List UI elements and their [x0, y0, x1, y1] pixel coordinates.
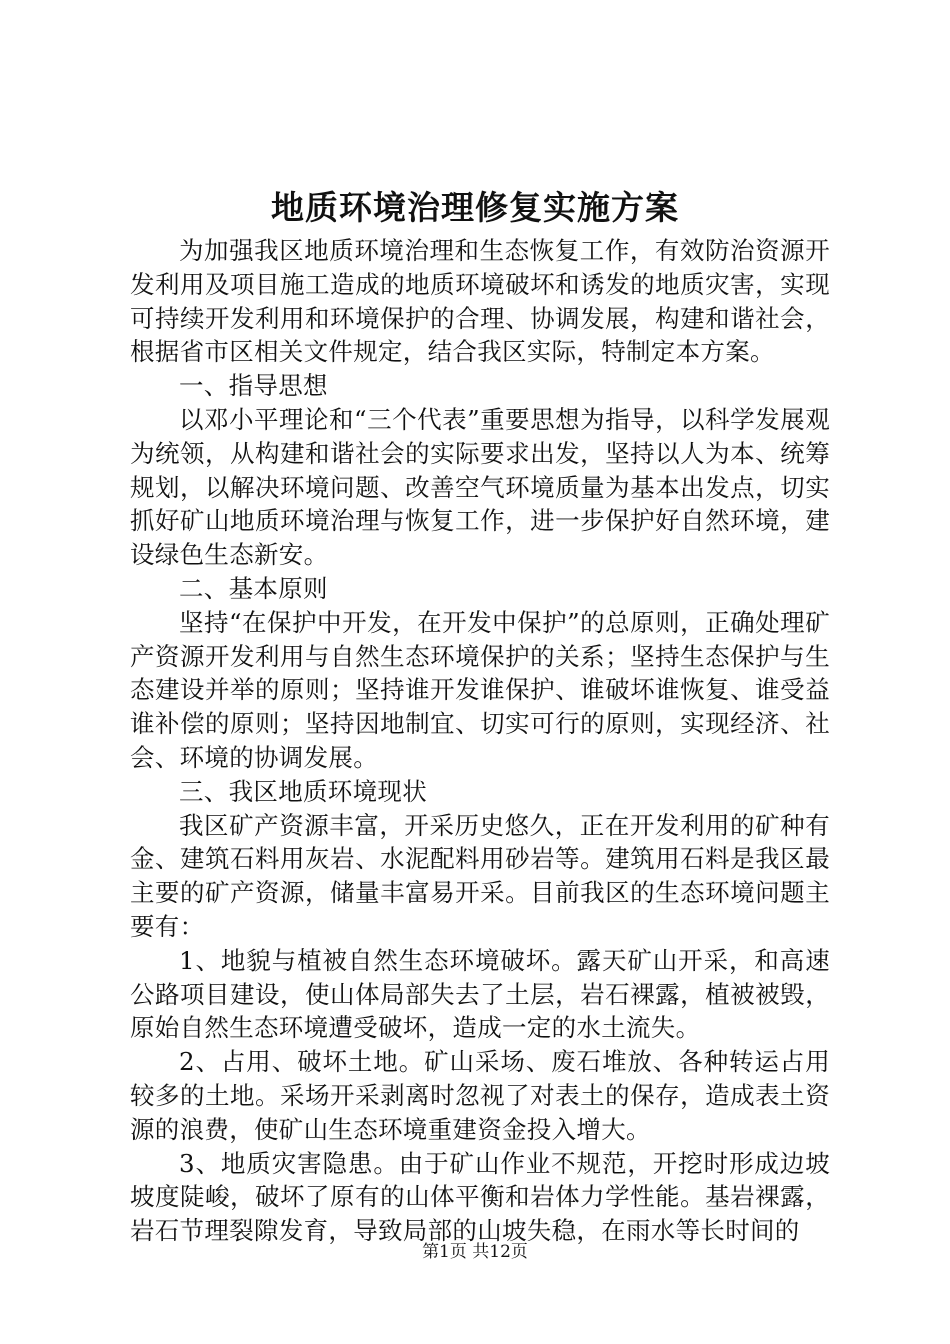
intro-paragraph: 为加强我区地质环境治理和生态恢复工作，有效防治资源开发利用及项目施工造成的地质环境破坏和诱发的地质灾害，实现可持续开发利用和环境保护的合理、协调发展，构建和谐社会，根据省市区相关文件规定，结合我区实际，特制定本方案。 — [130, 236, 830, 367]
document-body — [130, 234, 830, 1248]
section-heading-current-status: 三、我区地质环境现状 — [179, 776, 427, 806]
page-number-footer: 第1页 共12页 — [422, 1242, 528, 1262]
paragraph-guiding-ideology: 以邓小平理论和“三个代表”重要思想为指导，以科学发展观为统领，从构建和谐社会的实际要求出发，坚持以人为本、统筹规划，以解决环境问题、改善空气环境质量为基本出发点，切实抓好矿山地质环境治理与恢复工作，进一步保护好自然环境，建设绿色生态新安。 — [130, 404, 830, 570]
paragraph-basic-principles: 坚持“在保护中开发，在开发中保护”的总原则，正确处理矿产资源开发利用与自然生态环境保护的关系；坚持生态保护与生态建设并举的原则；坚持谁开发谁保护、谁破坏谁恢复、谁受益谁补偿的原则；坚持因地制宜、切实可行的原则，实现经济、社会、环境的协调发展。 — [130, 607, 830, 772]
list-item-2: 2、占用、破坏土地。矿山采场、废石堆放、各种转运占用较多的土地。采场开采剥离时忽视了对表土的保存，造成表土资源的浪费，使矿山生态环境重建资金投入增大。 — [130, 1047, 830, 1144]
document-title: 地质环境治理修复实施方案 — [271, 188, 679, 227]
list-item-3: 3、地质灾害隐患。由于矿山作业不规范，开挖时形成边坡坡度陡峻，破坏了原有的山体平衡和岩体力学性能。基岩裸露，岩石节理裂隙发育，导致局部的山坡失稳，在雨水等长时间的 — [130, 1148, 830, 1246]
section-heading-basic-principles: 二、基本原则 — [179, 573, 328, 603]
list-item-1: 1、地貌与植被自然生态环境破坏。露天矿山开采，和高速公路项目建设，使山体局部失去了土层，岩石裸露，植被被毁，原始自然生态环境遭受破坏，造成一定的水土流失。 — [130, 945, 830, 1043]
paragraph-current-status: 我区矿产资源丰富，开采历史悠久，正在开发利用的矿种有金、建筑石料用灰岩、水泥配料用砂岩等。建筑用石料是我区最主要的矿产资源，储量丰富易开采。目前我区的生态环境问题主要有： — [130, 810, 830, 941]
section-heading-guiding-ideology: 一、指导思想 — [179, 371, 328, 401]
